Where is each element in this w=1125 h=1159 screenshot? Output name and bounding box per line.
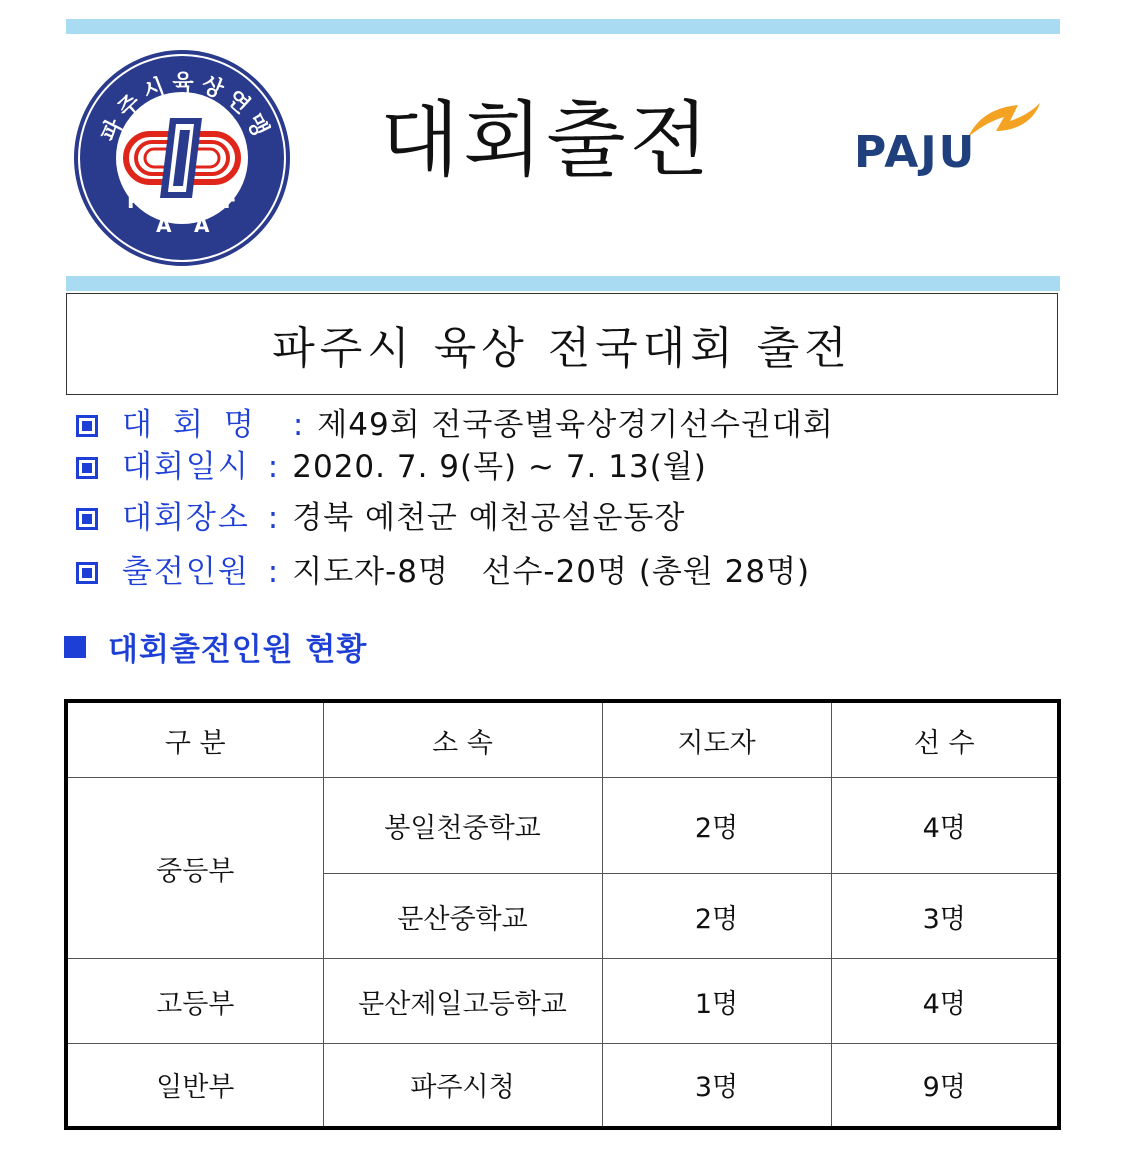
square-bullet-icon [76,562,98,584]
info-value: 경북 예천군 예천공설운동장 [292,500,686,536]
section-heading [64,624,367,669]
division-cell: 고등부 [66,959,323,1044]
colon-separator: : [267,449,279,485]
paju-logo-text: PAJU [854,127,977,178]
colon-separator: : [267,500,279,536]
square-bullet-icon [76,415,98,437]
school-cell: 문산제일고등학교 [323,959,602,1044]
square-bullet-icon [76,508,98,530]
info-row-participants [76,554,811,590]
subtitle: 파주시 육상 전국대회 출전 [272,323,852,374]
header-bar-top [66,19,1060,34]
paju-city-logo [850,95,1050,185]
info-label: 출전인원 [122,554,250,590]
square-bullet-icon [64,636,86,658]
info-row-event-date [76,449,707,485]
seal-letter-1: P [127,189,142,213]
school-cell: 문산중학교 [323,874,602,959]
info-value: 지도자-8명 선수-20명 (총원 28명) [292,554,811,590]
seal-letter-3: A [194,213,210,237]
info-label: 대회일시 [122,449,250,485]
table-header-row [66,701,1059,778]
seal-letter-4: F [223,189,237,213]
athletes-cell: 4명 [831,778,1059,874]
athletes-cell: 9명 [831,1044,1059,1128]
school-cell: 봉일천중학교 [323,778,602,874]
division-cell: 중등부 [66,778,323,959]
table-header-cell: 소 속 [323,701,602,778]
table-row [66,1044,1059,1128]
info-row-event-venue [76,500,686,536]
coaches-cell: 1명 [602,959,831,1044]
info-value: 제49회 전국종별육상경기선수권대회 [317,407,834,443]
athletes-cell: 3명 [831,874,1059,959]
table-header-cell: 선 수 [831,701,1059,778]
table-row [66,778,1059,874]
school-cell: 파주시청 [323,1044,602,1128]
page-title: 대회출전 [380,93,713,188]
colon-separator: : [292,407,304,443]
info-row-event-name [76,407,834,443]
coaches-cell: 3명 [602,1044,831,1128]
colon-separator: : [267,554,279,590]
table-header-cell: 지도자 [602,701,831,778]
association-seal-logo [70,46,295,271]
participants-table [64,699,1061,1130]
info-value: 2020. 7. 9(목) ~ 7. 13(월) [292,449,707,485]
square-bullet-icon [76,457,98,479]
athletes-cell: 4명 [831,959,1059,1044]
seal-text: 파주시육상연맹 [96,71,276,146]
section-heading-text: 대회출전인원 현황 [108,632,368,668]
info-label: 대회명 [122,407,275,443]
seal-letter-2: A [156,213,172,237]
table-row [66,959,1059,1044]
subtitle-box [66,293,1058,395]
coaches-cell: 2명 [602,778,831,874]
coaches-cell: 2명 [602,874,831,959]
table-header-cell: 구 분 [66,701,323,778]
division-cell: 일반부 [66,1044,323,1128]
header-bar-bottom [66,276,1060,291]
info-label: 대회장소 [122,500,250,536]
